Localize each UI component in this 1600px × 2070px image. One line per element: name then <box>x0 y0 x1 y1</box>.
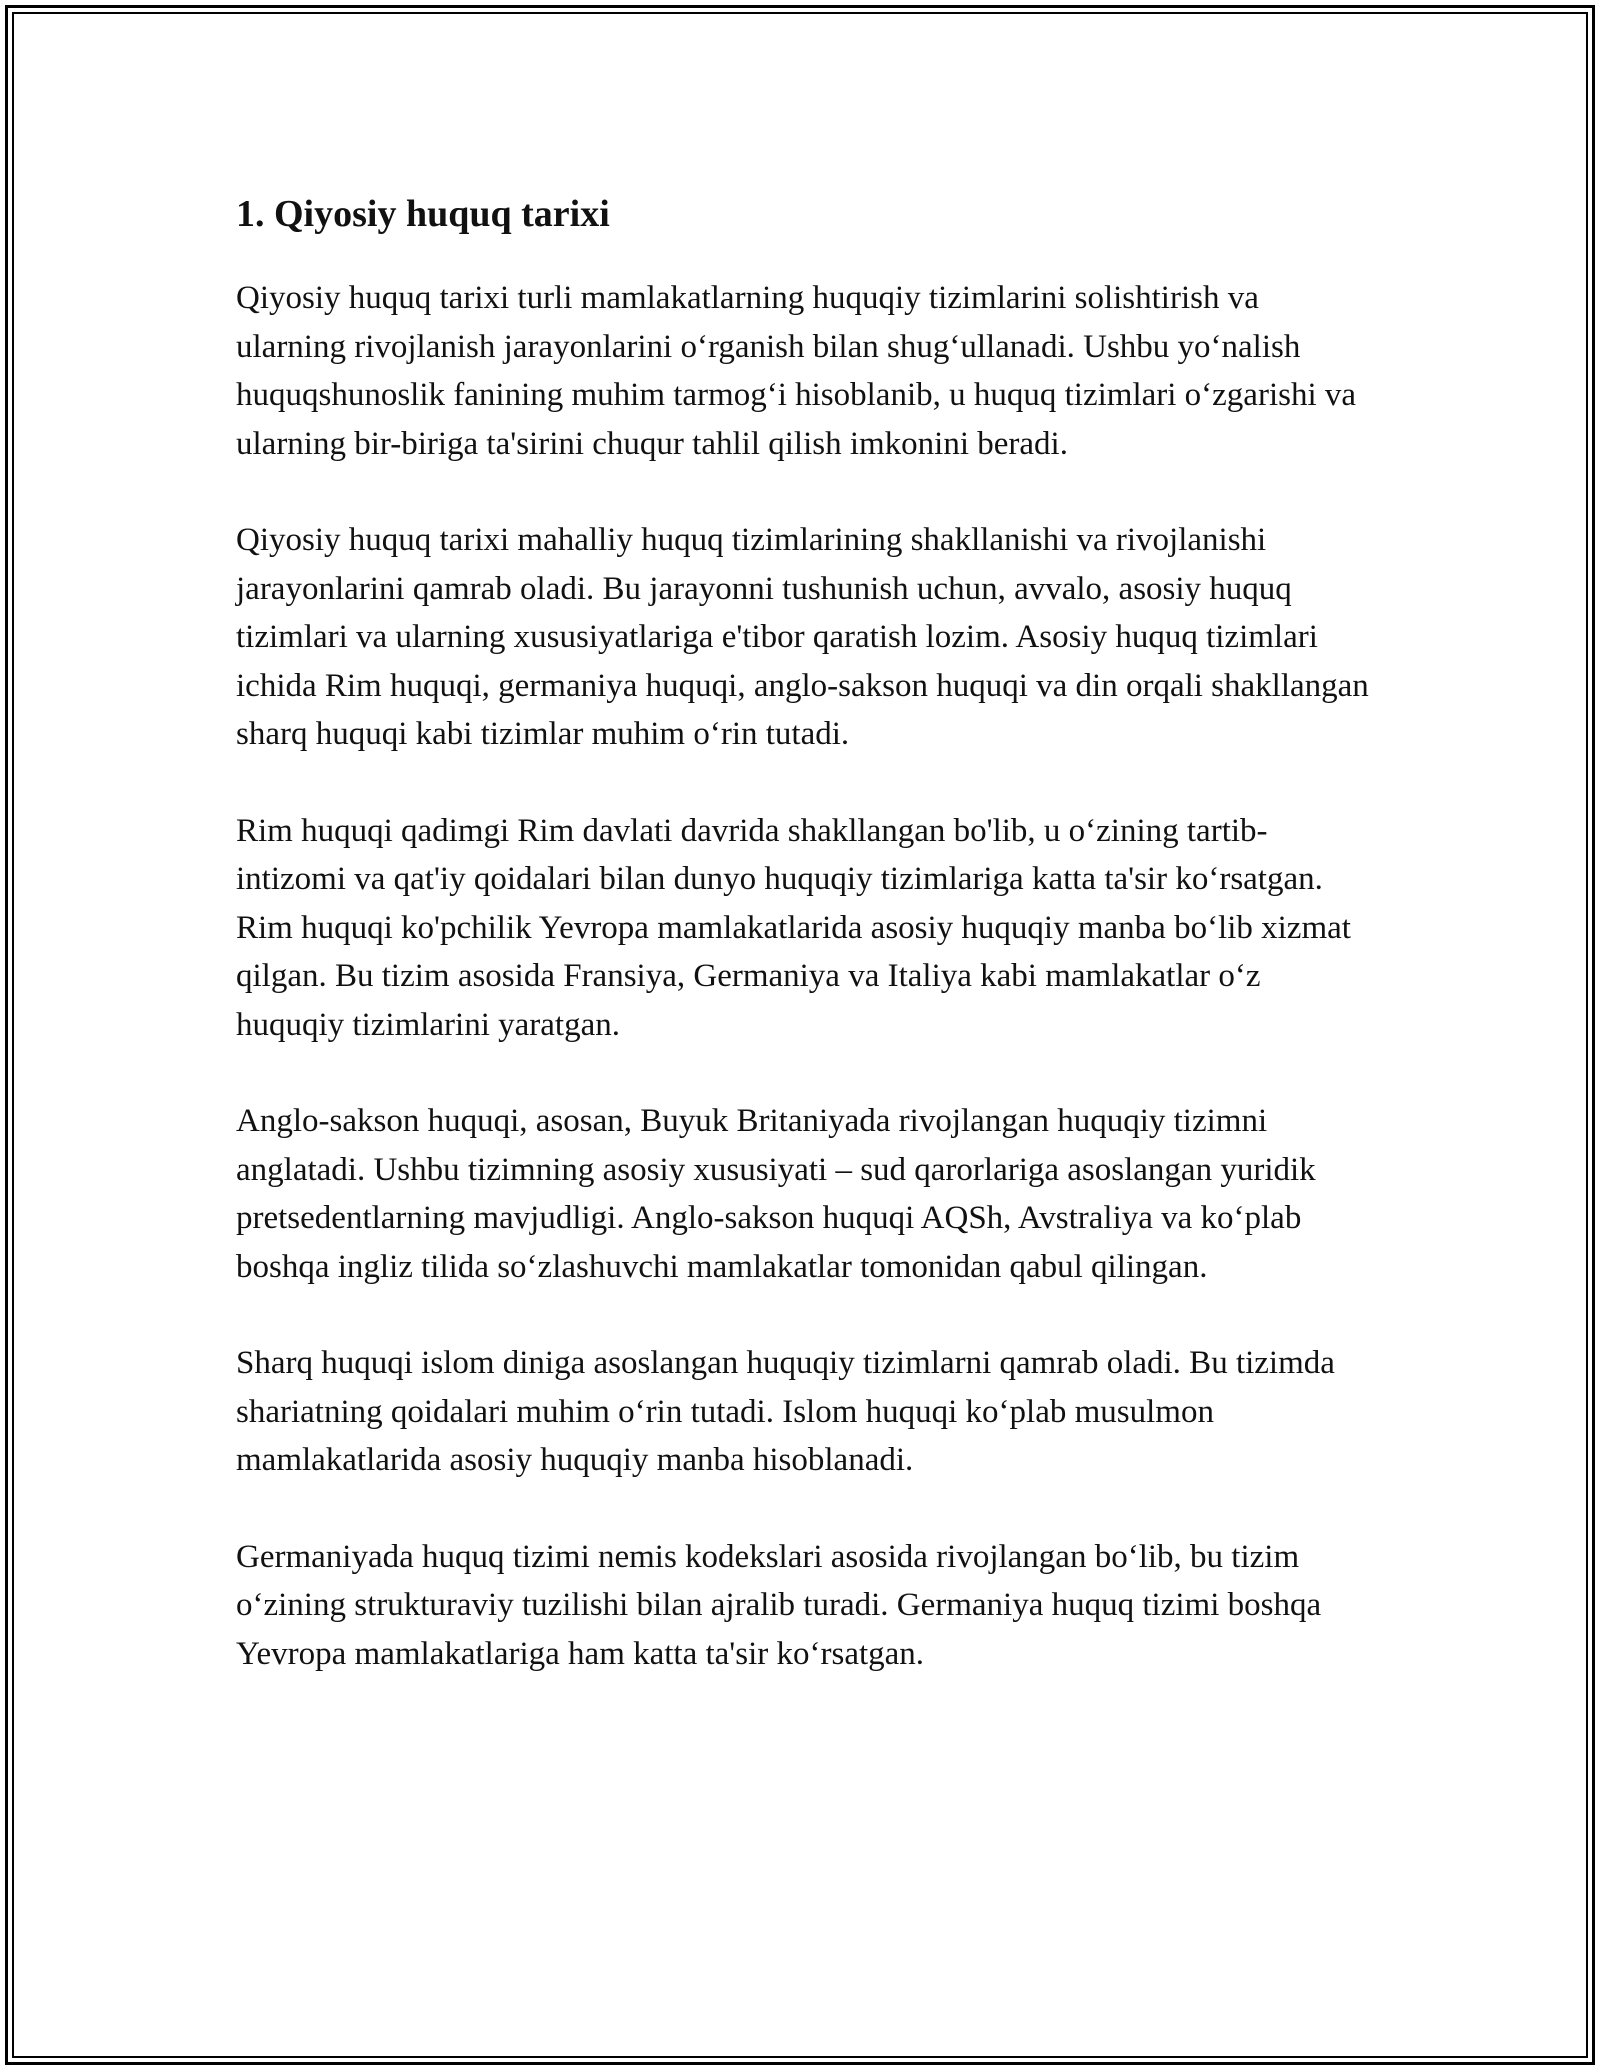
paragraph-roman-law: Rim huquqi qadimgi Rim davlati davrida shakllangan bo'lib, u oʻzining tartib-intizomi va qat'iy qoidalari bilan dunyo huquqiy tizimlariga katta ta'sir koʻrsatgan. Rim huquqi ko'pchilik Yevropa mamlakatlarida asosiy huquqiy manba boʻlib xizmat qilgan. Bu tizim asosida Fransiya, Germaniya va Italiya kabi mamlakatlar oʻz huquqiy tizimlarini yaratgan. <box>236 812 1351 1043</box>
document-body <box>236 186 1371 1726</box>
paragraph-anglo-saxon-law: Anglo-sakson huquqi, asosan, Buyuk Britaniyada rivojlangan huquqiy tizimni anglatadi. Ushbu tizimning asosiy xususiyati – sud qarorlariga asoslangan yuridik pretsedentlarning mavjudligi. Anglo-sakson huquqi AQSh, Avstraliya va koʻplab boshqa ingliz tilida soʻzlashuvchi mamlakatlar tomonidan qabul qilingan. <box>236 1103 1316 1285</box>
paragraph-eastern-law: Sharq huquqi islom diniga asoslangan huquqiy tizimlarni qamrab oladi. Bu tizimda shariatning qoidalari muhim oʻrin tutadi. Islom huquqi koʻplab musulmon mamlakatlarida asosiy huquqiy manba hisoblanadi. <box>236 1345 1335 1478</box>
paragraph-german-law: Germaniyada huquq tizimi nemis kodekslari asosida rivojlangan boʻlib, bu tizim oʻzining strukturaviy tuzilishi bilan ajralib turadi. Germaniya huquq tizimi boshqa Yevropa mamlakatlariga ham katta ta'sir koʻrsatgan. <box>236 1538 1322 1672</box>
paragraph-intro: Qiyosiy huquq tarixi turli mamlakatlarning huquqiy tizimlarini solishtirish va ularning rivojlanish jarayonlarini oʻrganish bilan shugʻullanadi. Ushbu yoʻnalish huquqshunoslik fanining muhim tarmogʻi hisoblanib, u huquq tizimlari oʻzgarishi va ularning bir-biriga ta'sirini chuqur tahlil qilish imkonini beradi. <box>236 280 1357 462</box>
paragraph-local-systems: Qiyosiy huquq tarixi mahalliy huquq tizimlarining shakllanishi va rivojlanishi jarayonlarini qamrab oladi. Bu jarayonni tushunish uchun, avvalo, asosiy huquq tizimlari va ularning xususiyatlariga e'tibor qaratish lozim. Asosiy huquq tizimlari ichida Rim huquqi, germaniya huquqi, anglo-sakson huquqi va din orqali shakllangan sharq huquqi kabi tizimlar muhim oʻrin tutadi. <box>236 522 1369 752</box>
section-heading: 1. Qiyosiy huquq tarixi <box>236 193 610 235</box>
